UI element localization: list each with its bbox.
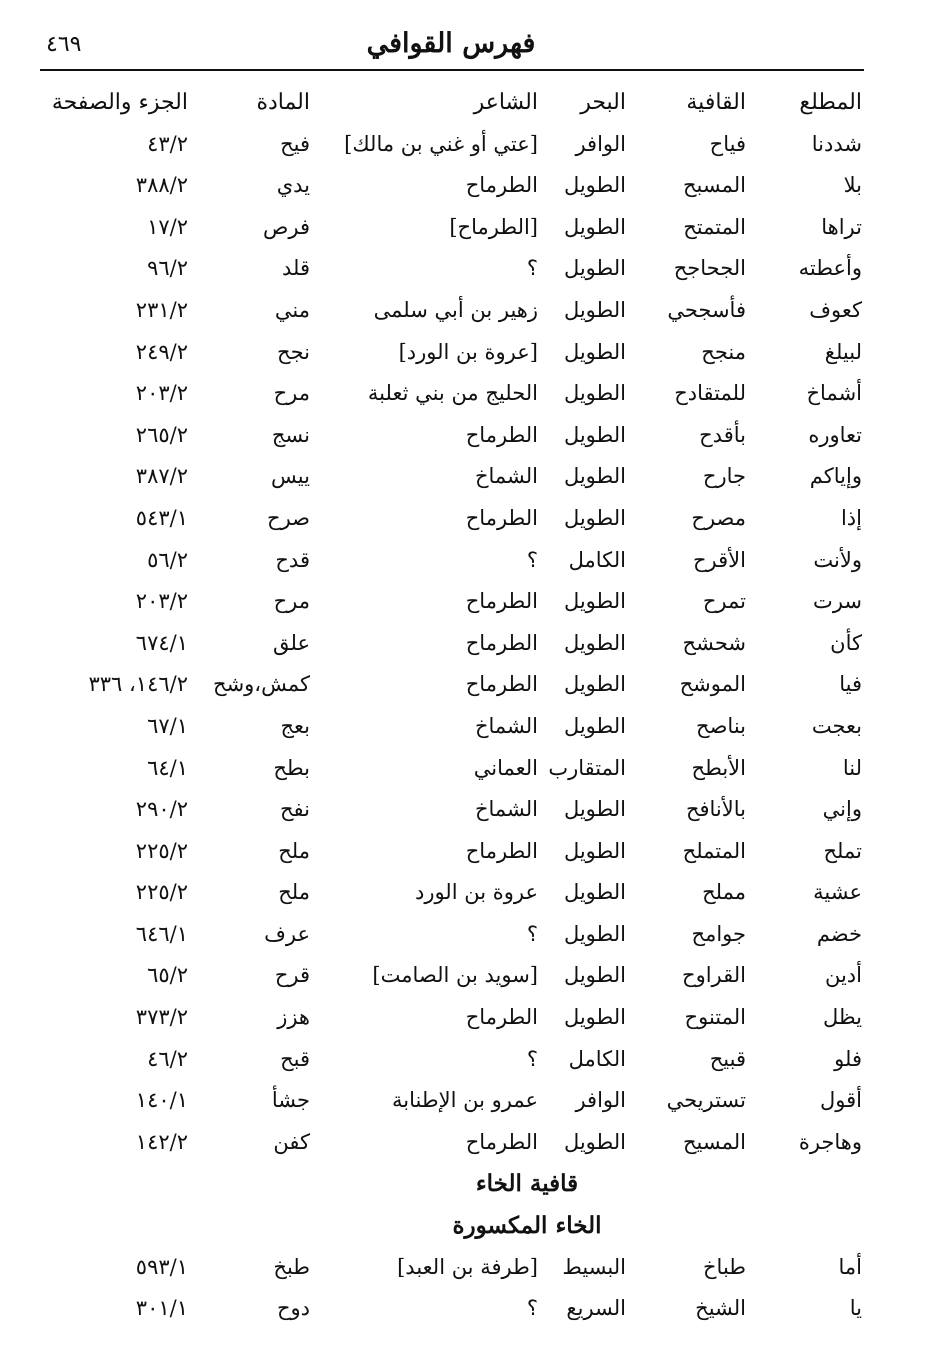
page-number: ٤٦٩ <box>46 32 82 57</box>
cell-page: ٢٣١/٢ <box>135 297 188 322</box>
cell-page: ٣٨٨/٢ <box>135 173 188 198</box>
table-row <box>40 1039 864 1081</box>
cell-matla: عشية <box>813 880 862 905</box>
table-row <box>40 789 864 831</box>
cell-matla: تملح <box>823 838 862 863</box>
cell-bahr: الطويل <box>563 963 626 988</box>
cell-matla: كأن <box>830 630 862 655</box>
column-header-qafiya: القافية <box>686 90 746 115</box>
section-subheading: الخاء المكسورة <box>452 1212 602 1240</box>
column-header-page: الجزء والصفحة <box>51 90 188 115</box>
cell-madda: نفح <box>279 797 310 822</box>
cell-page: ٢٩٠/٢ <box>135 797 188 822</box>
cell-bahr: الكامل <box>568 547 626 572</box>
cell-madda: عرف <box>264 921 310 946</box>
table-row <box>40 332 864 374</box>
cell-madda: ملح <box>278 838 310 863</box>
table-row <box>40 1122 864 1164</box>
cell-shaer: الطرماح <box>465 1005 538 1030</box>
cell-bahr: الطويل <box>563 713 626 738</box>
cell-madda: مرح <box>273 589 310 614</box>
cell-madda: جشأ <box>271 1088 310 1113</box>
cell-matla: بعجت <box>811 713 862 738</box>
table-row <box>40 831 864 873</box>
cell-page: ٥٤٣/١ <box>135 505 188 530</box>
cell-madda: طبخ <box>273 1254 310 1279</box>
cell-shaer: العماني <box>473 755 538 780</box>
table-row <box>40 581 864 623</box>
cell-bahr: المتقارب <box>548 755 626 780</box>
cell-matla: سرت <box>813 589 862 614</box>
cell-shaer: ؟ <box>526 921 538 946</box>
cell-matla: أما <box>838 1254 862 1279</box>
cell-qafiya: المتمتح <box>683 214 746 239</box>
rhyme-index-table <box>40 82 864 1330</box>
table-row <box>40 955 864 997</box>
cell-shaer: الحليج من بني ثعلبة <box>367 381 538 406</box>
cell-shaer: الطرماح <box>465 838 538 863</box>
cell-shaer: الشماخ <box>474 797 538 822</box>
cell-madda: بطح <box>273 755 310 780</box>
cell-madda: قرح <box>274 963 310 988</box>
cell-page: ١٤٦/٢، ٣٣٦ <box>88 672 188 697</box>
cell-shaer: عروة بن الورد <box>414 880 538 905</box>
cell-page: ٢٠٣/٢ <box>135 589 188 614</box>
cell-shaer: الطرماح <box>465 672 538 697</box>
cell-shaer: الشماخ <box>474 713 538 738</box>
cell-matla: يظل <box>823 1005 862 1030</box>
cell-qafiya: جوامح <box>691 921 746 946</box>
cell-qafiya: المسيح <box>683 1129 746 1154</box>
column-header-madda: المادة <box>256 90 310 115</box>
cell-page: ٦٧/١ <box>147 713 188 738</box>
cell-madda: صرح <box>267 505 310 530</box>
page-title: فهرس القوافي <box>366 28 536 59</box>
cell-page: ٢٢٥/٢ <box>135 838 188 863</box>
table-row <box>40 456 864 498</box>
cell-madda: نسج <box>271 422 310 447</box>
cell-qafiya: قبيح <box>709 1046 746 1071</box>
cell-bahr: الطويل <box>563 838 626 863</box>
cell-page: ١٤٠/١ <box>135 1088 188 1113</box>
cell-bahr: الطويل <box>563 672 626 697</box>
cell-bahr: الطويل <box>563 214 626 239</box>
cell-qafiya: الشيخ <box>695 1296 746 1321</box>
cell-bahr: الوافر <box>575 131 626 156</box>
cell-page: ٦٤/١ <box>147 755 188 780</box>
cell-shaer: [طرفة بن العبد] <box>397 1254 538 1279</box>
cell-madda: يدي <box>276 173 310 198</box>
cell-matla: تعاوره <box>808 422 862 447</box>
cell-shaer: [عروة بن الورد] <box>398 339 538 364</box>
cell-bahr: الطويل <box>563 339 626 364</box>
cell-shaer: الطرماح <box>465 422 538 447</box>
cell-bahr: الطويل <box>563 422 626 447</box>
cell-shaer: الطرماح <box>465 589 538 614</box>
cell-matla: وإني <box>822 797 862 822</box>
cell-matla: إذا <box>840 505 862 530</box>
cell-shaer: ؟ <box>526 1046 538 1071</box>
cell-matla: ولأنت <box>813 547 862 572</box>
cell-madda: مني <box>274 297 310 322</box>
cell-shaer: [الطرماح] <box>449 214 538 239</box>
cell-page: ٥٩٣/١ <box>135 1254 188 1279</box>
cell-bahr: الكامل <box>568 1046 626 1071</box>
cell-bahr: الطويل <box>563 173 626 198</box>
cell-bahr: الطويل <box>563 589 626 614</box>
cell-shaer: عمرو بن الإطنابة <box>392 1088 538 1113</box>
cell-page: ٢٤٩/٢ <box>135 339 188 364</box>
table-row <box>40 872 864 914</box>
cell-matla: تراها <box>821 214 862 239</box>
column-header-shaer: الشاعر <box>473 90 538 115</box>
cell-page: ٣٠١/١ <box>135 1296 188 1321</box>
table-row <box>40 498 864 540</box>
cell-qafiya: منجح <box>701 339 746 364</box>
cell-shaer: الشماخ <box>474 464 538 489</box>
cell-matla: وإياكم <box>809 464 862 489</box>
cell-page: ٣٨٧/٢ <box>135 464 188 489</box>
table-row <box>40 165 864 207</box>
cell-bahr: الطويل <box>563 381 626 406</box>
table-row <box>40 540 864 582</box>
cell-matla: أدين <box>824 963 862 988</box>
cell-madda: علق <box>273 630 310 655</box>
table-row <box>40 415 864 457</box>
table-row <box>40 290 864 332</box>
cell-bahr: الوافر <box>575 1088 626 1113</box>
cell-madda: كفن <box>273 1129 310 1154</box>
cell-page: ١٧/٢ <box>147 214 188 239</box>
cell-matla: شددنا <box>811 131 862 156</box>
cell-page: ٦٥/٢ <box>147 963 188 988</box>
cell-madda: فيح <box>280 131 310 156</box>
cell-bahr: الطويل <box>563 880 626 905</box>
cell-matla: أشماخ <box>806 381 862 406</box>
cell-qafiya: طباخ <box>702 1254 746 1279</box>
cell-bahr: الطويل <box>563 256 626 281</box>
cell-madda: قلد <box>281 256 310 281</box>
cell-shaer: الطرماح <box>465 505 538 530</box>
cell-madda: مرح <box>273 381 310 406</box>
cell-bahr: الطويل <box>563 1129 626 1154</box>
table-row <box>40 914 864 956</box>
cell-page: ٩٦/٢ <box>147 256 188 281</box>
cell-bahr: الطويل <box>563 1005 626 1030</box>
cell-qafiya: جارح <box>702 464 746 489</box>
cell-matla: أقول <box>820 1088 862 1113</box>
cell-qafiya: تستريحي <box>666 1088 746 1113</box>
cell-qafiya: فياح <box>709 131 746 156</box>
cell-madda: دوح <box>276 1296 310 1321</box>
cell-qafiya: الموشح <box>679 672 746 697</box>
cell-bahr: البسيط <box>562 1254 626 1279</box>
cell-qafiya: فأسجحي <box>667 297 746 322</box>
table-row <box>40 248 864 290</box>
cell-bahr: الطويل <box>563 921 626 946</box>
cell-qafiya: الأقرح <box>693 547 746 572</box>
table-body <box>40 124 864 1164</box>
cell-matla: خضم <box>816 921 862 946</box>
cell-page: ٦٤٦/١ <box>135 921 188 946</box>
cell-madda: قبح <box>280 1046 310 1071</box>
cell-page: ٦٧٤/١ <box>135 630 188 655</box>
cell-matla: لبيلغ <box>824 339 862 364</box>
cell-qafiya: مملح <box>702 880 746 905</box>
cell-qafiya: القراوح <box>682 963 746 988</box>
column-header-matla: المطلع <box>799 90 862 115</box>
cell-madda: نجح <box>277 339 310 364</box>
cell-matla: فيا <box>839 672 862 697</box>
cell-qafiya: الأبطح <box>691 755 746 780</box>
cell-shaer: ؟ <box>526 1296 538 1321</box>
cell-page: ٥٦/٢ <box>147 547 188 572</box>
table-row <box>40 1288 864 1330</box>
table-row <box>40 373 864 415</box>
cell-page: ٢٢٥/٢ <box>135 880 188 905</box>
page-header <box>40 28 862 70</box>
cell-matla: بلا <box>843 173 862 198</box>
column-header-bahr: البحر <box>580 90 626 115</box>
cell-qafiya: بناصح <box>696 713 746 738</box>
header-rule <box>40 69 864 71</box>
cell-shaer: ؟ <box>526 256 538 281</box>
cell-page: ٢٠٣/٢ <box>135 381 188 406</box>
table-row <box>40 706 864 748</box>
cell-shaer: [سويد بن الصامت] <box>372 963 538 988</box>
table-row <box>40 623 864 665</box>
cell-page: ١٤٢/٢ <box>135 1129 188 1154</box>
cell-madda: قدح <box>275 547 310 572</box>
cell-bahr: الطويل <box>563 797 626 822</box>
cell-bahr: الطويل <box>563 464 626 489</box>
cell-page: ٤٦/٢ <box>147 1046 188 1071</box>
cell-matla: فلو <box>834 1046 862 1071</box>
cell-qafiya: مصرح <box>691 505 746 530</box>
cell-qafiya: الجحاجح <box>673 256 746 281</box>
table-row <box>40 997 864 1039</box>
cell-madda: هزز <box>277 1005 310 1030</box>
cell-qafiya: شحشح <box>682 630 746 655</box>
cell-qafiya: للمتقادح <box>674 381 746 406</box>
cell-matla: وهاجرة <box>798 1129 862 1154</box>
table-row <box>40 664 864 706</box>
cell-shaer: [عتي أو غني بن مالك] <box>344 131 538 156</box>
cell-madda: بعج <box>280 713 310 738</box>
cell-matla: وأعطته <box>798 256 862 281</box>
table-row <box>40 207 864 249</box>
section-heading: قافية الخاء <box>475 1170 579 1198</box>
cell-shaer: ؟ <box>526 547 538 572</box>
table-row <box>40 748 864 790</box>
cell-qafiya: بالأنافح <box>685 797 746 822</box>
cell-page: ٤٣/٢ <box>147 131 188 156</box>
cell-shaer: الطرماح <box>465 630 538 655</box>
cell-shaer: الطرماح <box>465 1129 538 1154</box>
cell-bahr: الطويل <box>563 630 626 655</box>
cell-bahr: الطويل <box>563 297 626 322</box>
cell-qafiya: تمرح <box>702 589 746 614</box>
cell-qafiya: المتملح <box>682 838 746 863</box>
cell-page: ٢٦٥/٢ <box>135 422 188 447</box>
table-row <box>40 124 864 166</box>
cell-madda: ملح <box>278 880 310 905</box>
cell-matla: يا <box>849 1296 862 1321</box>
column-header-row <box>40 82 864 124</box>
cell-shaer: زهير بن أبي سلمى <box>373 297 538 322</box>
cell-qafiya: بأقدح <box>699 422 746 447</box>
cell-matla: كعوف <box>809 297 862 322</box>
cell-qafiya: المتنوح <box>684 1005 746 1030</box>
cell-madda: ييس <box>271 464 310 489</box>
cell-matla: لنا <box>842 755 862 780</box>
cell-bahr: الطويل <box>563 505 626 530</box>
table-row <box>40 1080 864 1122</box>
cell-shaer: الطرماح <box>465 173 538 198</box>
cell-bahr: السريع <box>566 1296 626 1321</box>
cell-qafiya: المسبح <box>683 173 746 198</box>
cell-madda: فرص <box>262 214 310 239</box>
cell-madda: كمش،وشح <box>213 672 310 697</box>
table-body-2 <box>40 1247 864 1330</box>
cell-page: ٣٧٣/٢ <box>135 1005 188 1030</box>
table-row <box>40 1247 864 1289</box>
